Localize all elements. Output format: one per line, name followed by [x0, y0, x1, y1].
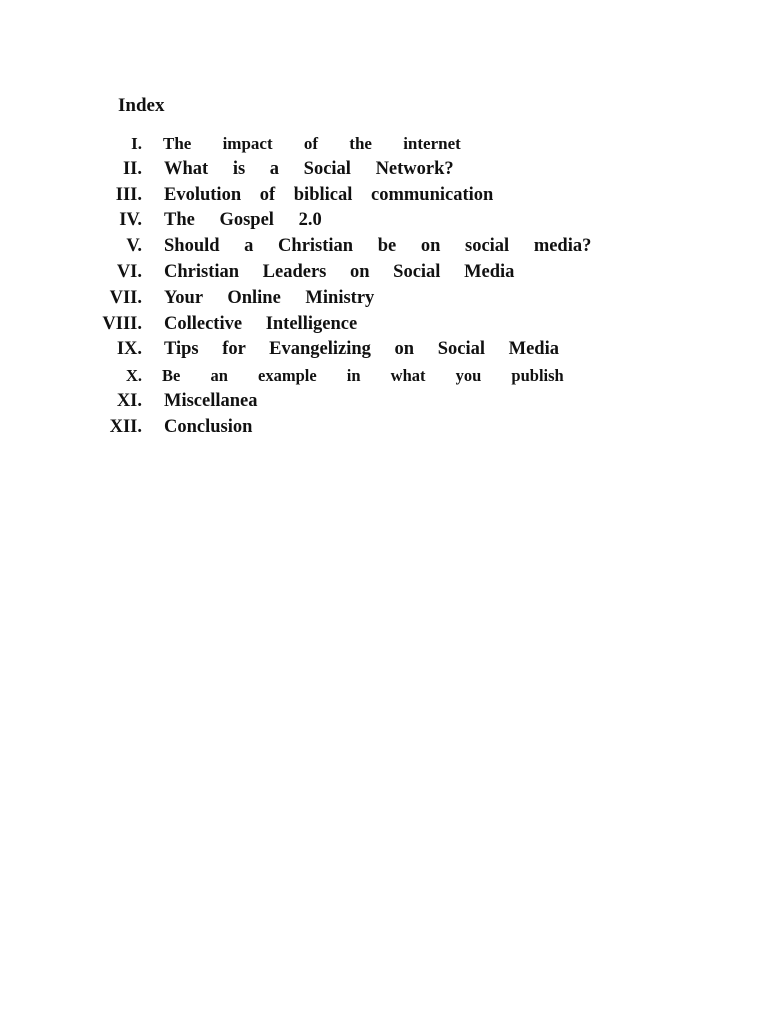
toc-item [0, 260, 768, 286]
toc-item-number: X. [125, 366, 142, 386]
toc-item [0, 157, 768, 183]
toc-item-number: XI. [116, 390, 142, 411]
toc-item [0, 208, 768, 234]
toc-item-number: IX. [116, 339, 142, 360]
toc-item-number: VII. [109, 287, 142, 308]
toc-item-title: Your Online Ministry [164, 287, 375, 308]
toc-item [0, 312, 768, 338]
toc-item-title: Christian Leaders on Social Media [164, 261, 515, 282]
toc-item [0, 286, 768, 312]
toc-item-title: The impact of the internet [163, 134, 461, 153]
toc-item [0, 183, 768, 209]
toc-item-title: The Gospel 2.0 [164, 210, 322, 231]
toc-item-number: II. [122, 158, 142, 179]
toc-item-number: IV. [119, 210, 142, 231]
toc-item-number: V. [126, 236, 142, 257]
toc-item [0, 363, 768, 389]
toc-item-title: Miscellanea [164, 390, 258, 411]
table-of-contents [0, 131, 768, 441]
toc-item-title: Evolution of biblical communication [164, 184, 494, 205]
toc-item-number: VIII. [102, 313, 142, 334]
toc-item [0, 415, 768, 441]
toc-item-title: Conclusion [164, 416, 253, 437]
toc-item-number: I. [131, 134, 142, 153]
toc-item-title: Collective Intelligence [164, 313, 358, 334]
toc-item [0, 234, 768, 260]
toc-item [0, 337, 768, 363]
toc-item-title: Tips for Evangelizing on Social Media [164, 339, 559, 360]
toc-item [0, 131, 768, 157]
toc-item-number: VI. [116, 261, 142, 282]
index-heading: Index [118, 95, 165, 116]
toc-item-title: Should a Christian be on social media? [164, 236, 592, 257]
toc-item-number: III. [115, 184, 142, 205]
toc-item-title: What is a Social Network? [164, 158, 454, 179]
toc-item [0, 389, 768, 415]
toc-item-number: XII. [109, 416, 142, 437]
toc-item-title: Be an example in what you publish [162, 366, 564, 386]
